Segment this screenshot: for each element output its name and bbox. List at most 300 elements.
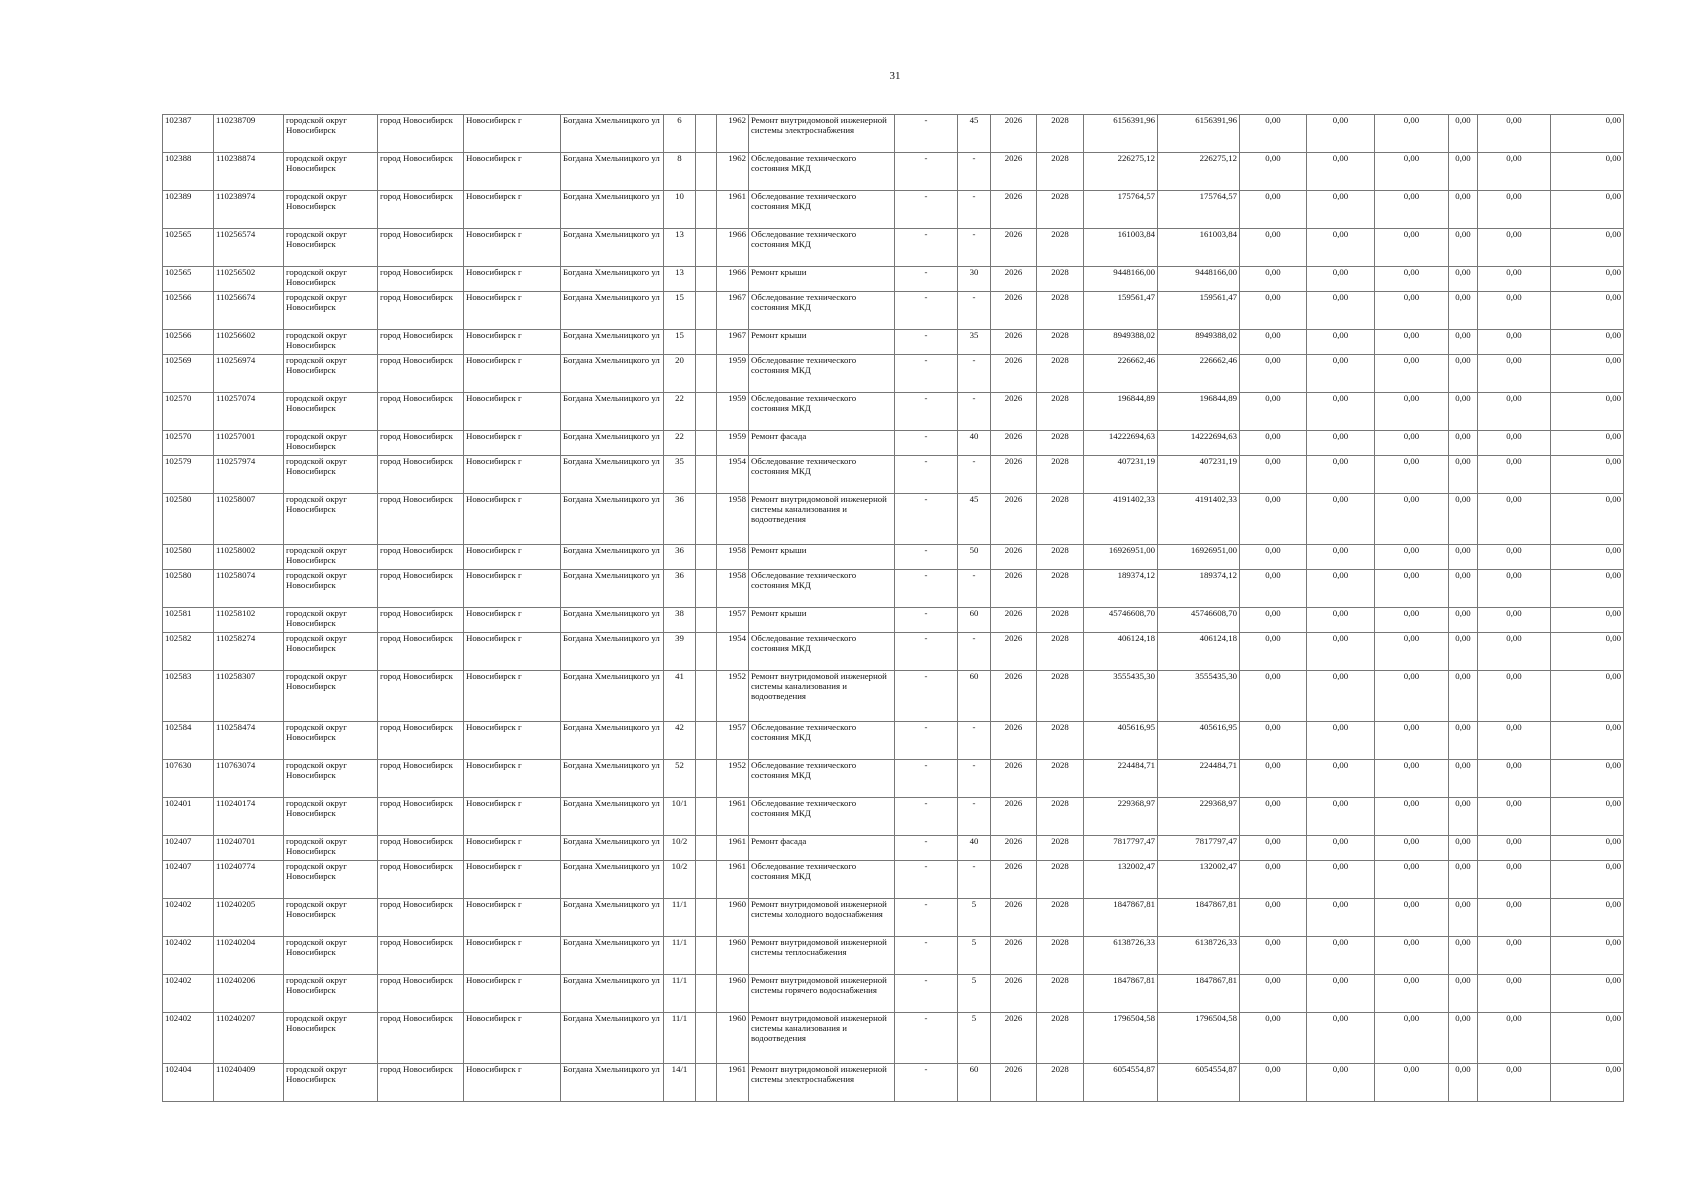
fund-3-cell: 0,00 <box>1375 671 1449 722</box>
fund-1-cell: 0,00 <box>1240 1013 1307 1064</box>
total-cost-cell: 224484,71 <box>1158 760 1240 798</box>
street-cell: Богдана Хмельницкого ул <box>561 1013 664 1064</box>
house-number-cell: 10 <box>664 191 696 229</box>
fund-4-cell: 0,00 <box>1449 1013 1478 1064</box>
build-year-cell: 1966 <box>717 229 749 267</box>
work-code-cell: 110240207 <box>214 1013 284 1064</box>
district-cell: городской округ Новосибирск <box>284 570 378 608</box>
fund-4-cell: 0,00 <box>1449 671 1478 722</box>
volume-1-cell: - <box>895 861 958 899</box>
street-cell: Богдана Хмельницкого ул <box>561 861 664 899</box>
build-year-cell: 1961 <box>717 1064 749 1102</box>
work-code-cell: 110257001 <box>214 431 284 456</box>
build-year-cell: 1962 <box>717 153 749 191</box>
locality-cell: город Новосибирск <box>378 975 464 1013</box>
house-number-cell: 42 <box>664 722 696 760</box>
table-row <box>163 1064 1624 1102</box>
fund-1-cell: 0,00 <box>1240 153 1307 191</box>
city-cell: Новосибирск г <box>464 229 561 267</box>
city-cell: Новосибирск г <box>464 722 561 760</box>
fund-4-cell: 0,00 <box>1449 267 1478 292</box>
fund-4-cell: 0,00 <box>1449 191 1478 229</box>
street-cell: Богдана Хмельницкого ул <box>561 975 664 1013</box>
fund-2-cell: 0,00 <box>1307 153 1375 191</box>
building-number-cell <box>696 798 717 836</box>
locality-cell: город Новосибирск <box>378 1064 464 1102</box>
building-number-cell <box>696 330 717 355</box>
work-code-cell: 110240409 <box>214 1064 284 1102</box>
fund-5-cell: 0,00 <box>1478 153 1551 191</box>
building-number-cell <box>696 975 717 1013</box>
table-body <box>163 115 1624 1102</box>
work-type-cell: Обследование технического состояния МКД <box>749 292 895 330</box>
total-cost-cell: 229368,97 <box>1158 798 1240 836</box>
fund-3-cell: 0,00 <box>1375 330 1449 355</box>
build-year-cell: 1960 <box>717 937 749 975</box>
street-cell: Богдана Хмельницкого ул <box>561 1064 664 1102</box>
table-row <box>163 608 1624 633</box>
house-number-cell: 52 <box>664 760 696 798</box>
table-row <box>163 456 1624 494</box>
building-number-cell <box>696 494 717 545</box>
fund-5-cell: 0,00 <box>1478 330 1551 355</box>
volume-2-cell: - <box>958 456 991 494</box>
fund-1-cell: 0,00 <box>1240 570 1307 608</box>
fund-3-cell: 0,00 <box>1375 355 1449 393</box>
fund-2-cell: 0,00 <box>1307 292 1375 330</box>
fund-1-cell: 0,00 <box>1240 899 1307 937</box>
locality-cell: город Новосибирск <box>378 115 464 153</box>
fund-1-cell: 0,00 <box>1240 330 1307 355</box>
end-year-cell: 2028 <box>1037 191 1084 229</box>
work-code-cell: 110763074 <box>214 760 284 798</box>
house-number-cell: 20 <box>664 355 696 393</box>
fund-2-cell: 0,00 <box>1307 330 1375 355</box>
build-year-cell: 1958 <box>717 494 749 545</box>
cost-cell: 132002,47 <box>1084 861 1158 899</box>
end-year-cell: 2028 <box>1037 798 1084 836</box>
house-number-cell: 36 <box>664 494 696 545</box>
volume-2-cell: 5 <box>958 975 991 1013</box>
volume-1-cell: - <box>895 191 958 229</box>
record-id-cell: 102401 <box>163 798 214 836</box>
fund-5-cell: 0,00 <box>1478 570 1551 608</box>
total-cost-cell: 226275,12 <box>1158 153 1240 191</box>
fund-4-cell: 0,00 <box>1449 1064 1478 1102</box>
volume-1-cell: - <box>895 937 958 975</box>
house-number-cell: 35 <box>664 456 696 494</box>
cost-cell: 226662,46 <box>1084 355 1158 393</box>
fund-6-cell: 0,00 <box>1551 899 1624 937</box>
fund-3-cell: 0,00 <box>1375 899 1449 937</box>
fund-1-cell: 0,00 <box>1240 494 1307 545</box>
end-year-cell: 2028 <box>1037 456 1084 494</box>
record-id-cell: 102580 <box>163 570 214 608</box>
build-year-cell: 1957 <box>717 608 749 633</box>
fund-6-cell: 0,00 <box>1551 760 1624 798</box>
volume-1-cell: - <box>895 292 958 330</box>
work-code-cell: 110258274 <box>214 633 284 671</box>
volume-1-cell: - <box>895 229 958 267</box>
locality-cell: город Новосибирск <box>378 861 464 899</box>
fund-2-cell: 0,00 <box>1307 191 1375 229</box>
fund-1-cell: 0,00 <box>1240 1064 1307 1102</box>
end-year-cell: 2028 <box>1037 722 1084 760</box>
volume-1-cell: - <box>895 431 958 456</box>
fund-6-cell: 0,00 <box>1551 115 1624 153</box>
work-type-cell: Обследование технического состояния МКД <box>749 570 895 608</box>
district-cell: городской округ Новосибирск <box>284 722 378 760</box>
volume-1-cell: - <box>895 153 958 191</box>
fund-1-cell: 0,00 <box>1240 937 1307 975</box>
work-type-cell: Ремонт внутридомовой инженерной системы электроснабжения <box>749 115 895 153</box>
fund-2-cell: 0,00 <box>1307 975 1375 1013</box>
volume-2-cell: 60 <box>958 671 991 722</box>
volume-2-cell: - <box>958 570 991 608</box>
cost-cell: 161003,84 <box>1084 229 1158 267</box>
build-year-cell: 1967 <box>717 292 749 330</box>
work-type-cell: Обследование технического состояния МКД <box>749 798 895 836</box>
city-cell: Новосибирск г <box>464 608 561 633</box>
fund-4-cell: 0,00 <box>1449 899 1478 937</box>
record-id-cell: 102566 <box>163 292 214 330</box>
fund-4-cell: 0,00 <box>1449 836 1478 861</box>
work-type-cell: Ремонт крыши <box>749 267 895 292</box>
fund-5-cell: 0,00 <box>1478 937 1551 975</box>
fund-5-cell: 0,00 <box>1478 393 1551 431</box>
work-code-cell: 110240774 <box>214 861 284 899</box>
work-code-cell: 110256574 <box>214 229 284 267</box>
building-number-cell <box>696 937 717 975</box>
city-cell: Новосибирск г <box>464 115 561 153</box>
fund-6-cell: 0,00 <box>1551 722 1624 760</box>
fund-2-cell: 0,00 <box>1307 1064 1375 1102</box>
fund-3-cell: 0,00 <box>1375 760 1449 798</box>
fund-6-cell: 0,00 <box>1551 267 1624 292</box>
fund-5-cell: 0,00 <box>1478 431 1551 456</box>
work-type-cell: Ремонт фасада <box>749 836 895 861</box>
table-row <box>163 330 1624 355</box>
volume-2-cell: - <box>958 633 991 671</box>
fund-6-cell: 0,00 <box>1551 545 1624 570</box>
start-year-cell: 2026 <box>991 836 1037 861</box>
volume-2-cell: 40 <box>958 836 991 861</box>
work-code-cell: 110240174 <box>214 798 284 836</box>
fund-3-cell: 0,00 <box>1375 798 1449 836</box>
fund-6-cell: 0,00 <box>1551 456 1624 494</box>
work-type-cell: Обследование технического состояния МКД <box>749 633 895 671</box>
cost-cell: 4191402,33 <box>1084 494 1158 545</box>
end-year-cell: 2028 <box>1037 760 1084 798</box>
build-year-cell: 1954 <box>717 633 749 671</box>
fund-6-cell: 0,00 <box>1551 671 1624 722</box>
build-year-cell: 1959 <box>717 393 749 431</box>
end-year-cell: 2028 <box>1037 431 1084 456</box>
volume-2-cell: 50 <box>958 545 991 570</box>
fund-5-cell: 0,00 <box>1478 1064 1551 1102</box>
house-number-cell: 6 <box>664 115 696 153</box>
cost-cell: 159561,47 <box>1084 292 1158 330</box>
building-number-cell <box>696 633 717 671</box>
cost-cell: 405616,95 <box>1084 722 1158 760</box>
cost-cell: 1847867,81 <box>1084 899 1158 937</box>
table-row <box>163 229 1624 267</box>
work-type-cell: Ремонт крыши <box>749 330 895 355</box>
district-cell: городской округ Новосибирск <box>284 861 378 899</box>
street-cell: Богдана Хмельницкого ул <box>561 115 664 153</box>
work-type-cell: Обследование технического состояния МКД <box>749 355 895 393</box>
fund-5-cell: 0,00 <box>1478 836 1551 861</box>
cost-cell: 14222694,63 <box>1084 431 1158 456</box>
city-cell: Новосибирск г <box>464 456 561 494</box>
volume-2-cell: - <box>958 355 991 393</box>
start-year-cell: 2026 <box>991 798 1037 836</box>
city-cell: Новосибирск г <box>464 191 561 229</box>
work-type-cell: Обследование технического состояния МКД <box>749 191 895 229</box>
fund-1-cell: 0,00 <box>1240 861 1307 899</box>
cost-cell: 407231,19 <box>1084 456 1158 494</box>
build-year-cell: 1959 <box>717 355 749 393</box>
work-code-cell: 110258102 <box>214 608 284 633</box>
start-year-cell: 2026 <box>991 494 1037 545</box>
street-cell: Богдана Хмельницкого ул <box>561 456 664 494</box>
street-cell: Богдана Хмельницкого ул <box>561 494 664 545</box>
fund-3-cell: 0,00 <box>1375 494 1449 545</box>
building-number-cell <box>696 292 717 330</box>
fund-3-cell: 0,00 <box>1375 975 1449 1013</box>
total-cost-cell: 8949388,02 <box>1158 330 1240 355</box>
locality-cell: город Новосибирск <box>378 1013 464 1064</box>
fund-4-cell: 0,00 <box>1449 722 1478 760</box>
fund-3-cell: 0,00 <box>1375 608 1449 633</box>
house-number-cell: 11/1 <box>664 1013 696 1064</box>
fund-3-cell: 0,00 <box>1375 937 1449 975</box>
record-id-cell: 102402 <box>163 937 214 975</box>
fund-5-cell: 0,00 <box>1478 608 1551 633</box>
fund-5-cell: 0,00 <box>1478 633 1551 671</box>
fund-6-cell: 0,00 <box>1551 229 1624 267</box>
work-code-cell: 110258002 <box>214 545 284 570</box>
city-cell: Новосибирск г <box>464 570 561 608</box>
city-cell: Новосибирск г <box>464 633 561 671</box>
volume-1-cell: - <box>895 899 958 937</box>
district-cell: городской округ Новосибирск <box>284 355 378 393</box>
fund-3-cell: 0,00 <box>1375 393 1449 431</box>
fund-1-cell: 0,00 <box>1240 229 1307 267</box>
volume-1-cell: - <box>895 494 958 545</box>
city-cell: Новосибирск г <box>464 671 561 722</box>
total-cost-cell: 226662,46 <box>1158 355 1240 393</box>
volume-1-cell: - <box>895 545 958 570</box>
district-cell: городской округ Новосибирск <box>284 330 378 355</box>
total-cost-cell: 9448166,00 <box>1158 267 1240 292</box>
volume-1-cell: - <box>895 975 958 1013</box>
cost-cell: 226275,12 <box>1084 153 1158 191</box>
fund-4-cell: 0,00 <box>1449 456 1478 494</box>
fund-3-cell: 0,00 <box>1375 570 1449 608</box>
fund-1-cell: 0,00 <box>1240 545 1307 570</box>
fund-2-cell: 0,00 <box>1307 671 1375 722</box>
table-row <box>163 1013 1624 1064</box>
fund-6-cell: 0,00 <box>1551 937 1624 975</box>
volume-2-cell: - <box>958 861 991 899</box>
fund-1-cell: 0,00 <box>1240 355 1307 393</box>
house-number-cell: 10/2 <box>664 836 696 861</box>
fund-1-cell: 0,00 <box>1240 292 1307 330</box>
build-year-cell: 1957 <box>717 722 749 760</box>
fund-6-cell: 0,00 <box>1551 431 1624 456</box>
work-code-cell: 110240206 <box>214 975 284 1013</box>
building-number-cell <box>696 1013 717 1064</box>
building-number-cell <box>696 191 717 229</box>
locality-cell: город Новосибирск <box>378 570 464 608</box>
record-id-cell: 102402 <box>163 975 214 1013</box>
locality-cell: город Новосибирск <box>378 760 464 798</box>
fund-5-cell: 0,00 <box>1478 899 1551 937</box>
volume-1-cell: - <box>895 456 958 494</box>
start-year-cell: 2026 <box>991 393 1037 431</box>
build-year-cell: 1961 <box>717 191 749 229</box>
fund-5-cell: 0,00 <box>1478 1013 1551 1064</box>
fund-6-cell: 0,00 <box>1551 355 1624 393</box>
fund-1-cell: 0,00 <box>1240 633 1307 671</box>
locality-cell: город Новосибирск <box>378 608 464 633</box>
end-year-cell: 2028 <box>1037 899 1084 937</box>
table-row <box>163 267 1624 292</box>
street-cell: Богдана Хмельницкого ул <box>561 608 664 633</box>
table-row <box>163 633 1624 671</box>
work-type-cell: Ремонт крыши <box>749 608 895 633</box>
district-cell: городской округ Новосибирск <box>284 292 378 330</box>
start-year-cell: 2026 <box>991 861 1037 899</box>
fund-5-cell: 0,00 <box>1478 267 1551 292</box>
fund-3-cell: 0,00 <box>1375 861 1449 899</box>
work-code-cell: 110256502 <box>214 267 284 292</box>
fund-6-cell: 0,00 <box>1551 798 1624 836</box>
fund-2-cell: 0,00 <box>1307 633 1375 671</box>
total-cost-cell: 407231,19 <box>1158 456 1240 494</box>
fund-4-cell: 0,00 <box>1449 494 1478 545</box>
table-row <box>163 760 1624 798</box>
end-year-cell: 2028 <box>1037 671 1084 722</box>
work-code-cell: 110258307 <box>214 671 284 722</box>
table-row <box>163 671 1624 722</box>
fund-3-cell: 0,00 <box>1375 115 1449 153</box>
total-cost-cell: 45746608,70 <box>1158 608 1240 633</box>
fund-2-cell: 0,00 <box>1307 267 1375 292</box>
work-type-cell: Ремонт внутридомовой инженерной системы канализования и водоотведения <box>749 671 895 722</box>
volume-2-cell: 5 <box>958 937 991 975</box>
start-year-cell: 2026 <box>991 975 1037 1013</box>
street-cell: Богдана Хмельницкого ул <box>561 671 664 722</box>
total-cost-cell: 4191402,33 <box>1158 494 1240 545</box>
street-cell: Богдана Хмельницкого ул <box>561 545 664 570</box>
fund-6-cell: 0,00 <box>1551 861 1624 899</box>
street-cell: Богдана Хмельницкого ул <box>561 633 664 671</box>
building-number-cell <box>696 545 717 570</box>
build-year-cell: 1962 <box>717 115 749 153</box>
work-type-cell: Ремонт внутридомовой инженерной системы электроснабжения <box>749 1064 895 1102</box>
start-year-cell: 2026 <box>991 292 1037 330</box>
fund-4-cell: 0,00 <box>1449 292 1478 330</box>
fund-4-cell: 0,00 <box>1449 330 1478 355</box>
district-cell: городской округ Новосибирск <box>284 267 378 292</box>
district-cell: городской округ Новосибирск <box>284 975 378 1013</box>
volume-1-cell: - <box>895 1013 958 1064</box>
house-number-cell: 41 <box>664 671 696 722</box>
city-cell: Новосибирск г <box>464 330 561 355</box>
fund-1-cell: 0,00 <box>1240 456 1307 494</box>
cost-cell: 8949388,02 <box>1084 330 1158 355</box>
volume-2-cell: 30 <box>958 267 991 292</box>
house-number-cell: 10/2 <box>664 861 696 899</box>
district-cell: городской округ Новосибирск <box>284 393 378 431</box>
total-cost-cell: 1796504,58 <box>1158 1013 1240 1064</box>
building-number-cell <box>696 836 717 861</box>
fund-1-cell: 0,00 <box>1240 975 1307 1013</box>
work-type-cell: Ремонт крыши <box>749 545 895 570</box>
building-number-cell <box>696 671 717 722</box>
start-year-cell: 2026 <box>991 229 1037 267</box>
end-year-cell: 2028 <box>1037 1013 1084 1064</box>
fund-6-cell: 0,00 <box>1551 570 1624 608</box>
volume-2-cell: 35 <box>958 330 991 355</box>
district-cell: городской округ Новосибирск <box>284 633 378 671</box>
work-code-cell: 110238709 <box>214 115 284 153</box>
fund-3-cell: 0,00 <box>1375 229 1449 267</box>
house-number-cell: 22 <box>664 393 696 431</box>
city-cell: Новосибирск г <box>464 494 561 545</box>
fund-4-cell: 0,00 <box>1449 861 1478 899</box>
locality-cell: город Новосибирск <box>378 633 464 671</box>
total-cost-cell: 405616,95 <box>1158 722 1240 760</box>
district-cell: городской округ Новосибирск <box>284 545 378 570</box>
total-cost-cell: 3555435,30 <box>1158 671 1240 722</box>
table-row <box>163 836 1624 861</box>
work-code-cell: 110256674 <box>214 292 284 330</box>
building-number-cell <box>696 153 717 191</box>
volume-1-cell: - <box>895 570 958 608</box>
building-number-cell <box>696 431 717 456</box>
start-year-cell: 2026 <box>991 191 1037 229</box>
end-year-cell: 2028 <box>1037 937 1084 975</box>
fund-3-cell: 0,00 <box>1375 836 1449 861</box>
work-type-cell: Ремонт внутридомовой инженерной системы холодного водоснабжения <box>749 899 895 937</box>
building-number-cell <box>696 861 717 899</box>
city-cell: Новосибирск г <box>464 545 561 570</box>
build-year-cell: 1952 <box>717 760 749 798</box>
volume-1-cell: - <box>895 1064 958 1102</box>
street-cell: Богдана Хмельницкого ул <box>561 191 664 229</box>
district-cell: городской округ Новосибирск <box>284 115 378 153</box>
volume-2-cell: - <box>958 153 991 191</box>
build-year-cell: 1966 <box>717 267 749 292</box>
fund-1-cell: 0,00 <box>1240 115 1307 153</box>
fund-5-cell: 0,00 <box>1478 191 1551 229</box>
volume-2-cell: 45 <box>958 115 991 153</box>
locality-cell: город Новосибирск <box>378 229 464 267</box>
city-cell: Новосибирск г <box>464 798 561 836</box>
building-number-cell <box>696 456 717 494</box>
house-number-cell: 11/1 <box>664 937 696 975</box>
table-row <box>163 975 1624 1013</box>
fund-4-cell: 0,00 <box>1449 355 1478 393</box>
start-year-cell: 2026 <box>991 545 1037 570</box>
street-cell: Богдана Хмельницкого ул <box>561 899 664 937</box>
record-id-cell: 102569 <box>163 355 214 393</box>
total-cost-cell: 406124,18 <box>1158 633 1240 671</box>
fund-6-cell: 0,00 <box>1551 292 1624 330</box>
